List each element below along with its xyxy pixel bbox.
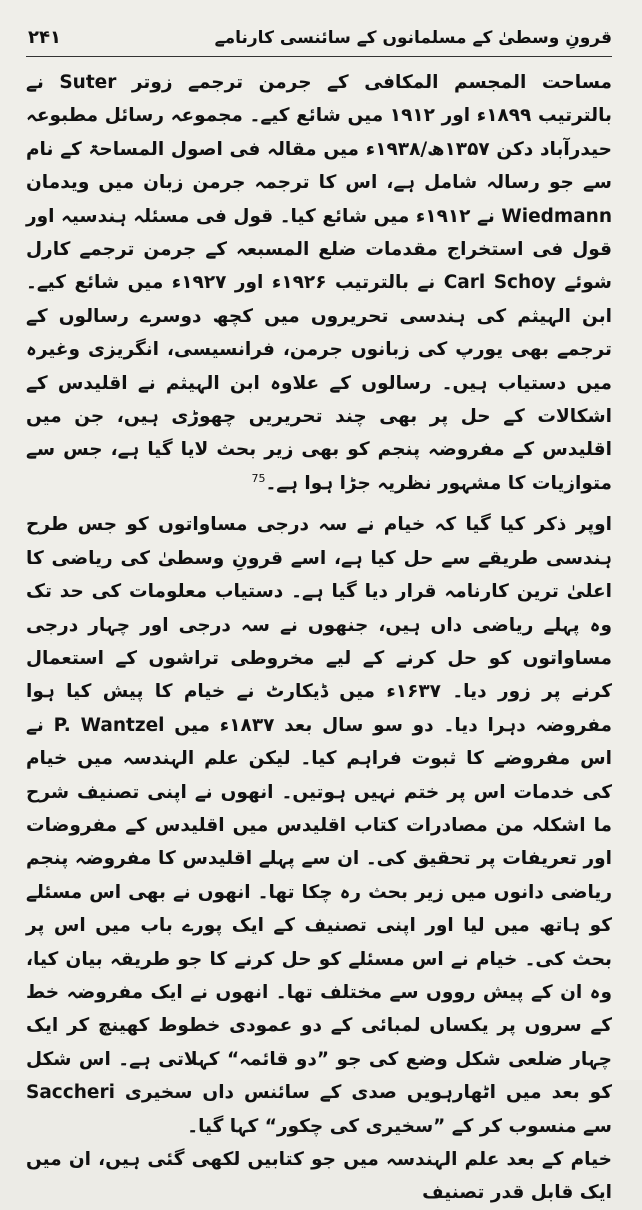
body-text <box>26 66 612 1210</box>
page-header <box>26 26 612 66</box>
paragraph-3: خیام کے بعد علم الہندسہ میں جو کتابیں لکھی گئی ہیں، ان میں ایک قابل قدر تصنیف <box>26 1149 612 1204</box>
page-number: ۲۴۱ <box>28 27 61 48</box>
paragraph-2: اوپر ذکر کیا گیا کہ خیام نے سہ درجی مساواتوں کو جس طرح ہندسی طریقے سے حل کیا ہے، اسے قرونِ وسطیٰ کی ریاضی کا اعلیٰ ترین کارنامہ قرار دیا گیا ہے۔ دستیاب معلومات کی حد تک وہ پہلے ریاضی داں ہیں، جنھوں نے سہ درجی اور چہار درجی مساواتوں کو حل کرنے کے لیے مخروطی تراشوں کے استعمال کرنے پر زور دیا۔ ۱۶۳۷ء میں ڈیکارٹ نے خیام کا پیش کیا ہوا مفروضہ دہرا دیا۔ دو سو سال بعد ۱۸۳۷ء میں P. Wantzel نے اس مفروضے کا ثبوت فراہم کیا۔ لیکن علم الہندسہ میں خیام کی خدمات اس پر ختم نہیں ہوتیں۔ انھوں نے اپنی تصنیف شرح ما اشکلہ من مصادرات کتاب اقلیدس میں اقلیدس کے مفروضات اور تعریفات پر تحقیق کی۔ ان سے پہلے اقلیدس کا مفروضہ پنجم ریاضی دانوں میں زیر بحث رہ چکا تھا۔ انھوں نے بھی اس مسئلے کو ہاتھ میں لیا اور اپنی تصنیف کے ایک پورے باب میں اس پر بحث کی۔ خیام نے اس مسئلے کو حل کرنے کا جو طریقہ بیان کیا، وہ ان کے پیش رووں سے مختلف تھا۔ انھوں نے ایک مفروضہ خط کے سروں پر یکساں لمبائی کے دو عمودی خطوط کھینچ کر ایک چہار ضلعی شکل وضع کی جو ”دو قائمہ“ کہلاتی ہے۔ اس شکل کو بعد میں اٹھارہویں صدی کے سائنس داں سخیری Saccheri سے منسوب کر کے ”سخیری کی چکور“ کہا گیا۔ <box>26 514 613 1137</box>
footnote-reference: 75 <box>251 471 266 485</box>
paragraph-1-text: مساحت المجسم المکافی کے جرمن ترجمے زوتر Suter نے بالترتیب ۱۸۹۹ء اور ۱۹۱۲ میں شائع کیے۔ مجموعہ رسائل مطبوعہ حیدرآباد دکن ۱۳۵۷ھ/۱۹۳۸ء میں مقالہ فی اصول المساحۃ کے نام سے جو رسالہ شامل ہے، اس کا ترجمہ جرمن زبان میں ویدمان Wiedmann نے ۱۹۱۲ء میں شائع کیا۔ قول فی مسئلہ ہندسیہ اور قول فی استخراج مقدمات ضلع المسبعہ کے جرمن ترجمے کارل شوئے Carl Schoy نے بالترتیب ۱۹۲۶ء اور ۱۹۲۷ء میں شائع کیے۔ ابن الہیثم کی ہندسی تحریروں میں کچھ دوسرے رسالوں کے ترجمے بھی یورپ کی زبانوں جرمن، فرانسیسی، انگریزی وغیرہ میں دستیاب ہیں۔ رسالوں کے علاوہ ابن الہیثم نے اقلیدس کے اشکالات کے حل پر بھی چند تحریریں چھوڑی ہیں، جن میں اقلیدس کے مفروضہ پنجم کو بھی زیر بحث لایا گیا ہے، جس سے متوازیات کا مشہور نظریہ جڑا ہوا ہے۔ <box>26 72 612 494</box>
running-head: قرونِ وسطیٰ کے مسلمانوں کے سائنسی کارنامے <box>214 28 612 48</box>
header-rule <box>26 56 612 57</box>
paragraph-1 <box>26 66 612 500</box>
